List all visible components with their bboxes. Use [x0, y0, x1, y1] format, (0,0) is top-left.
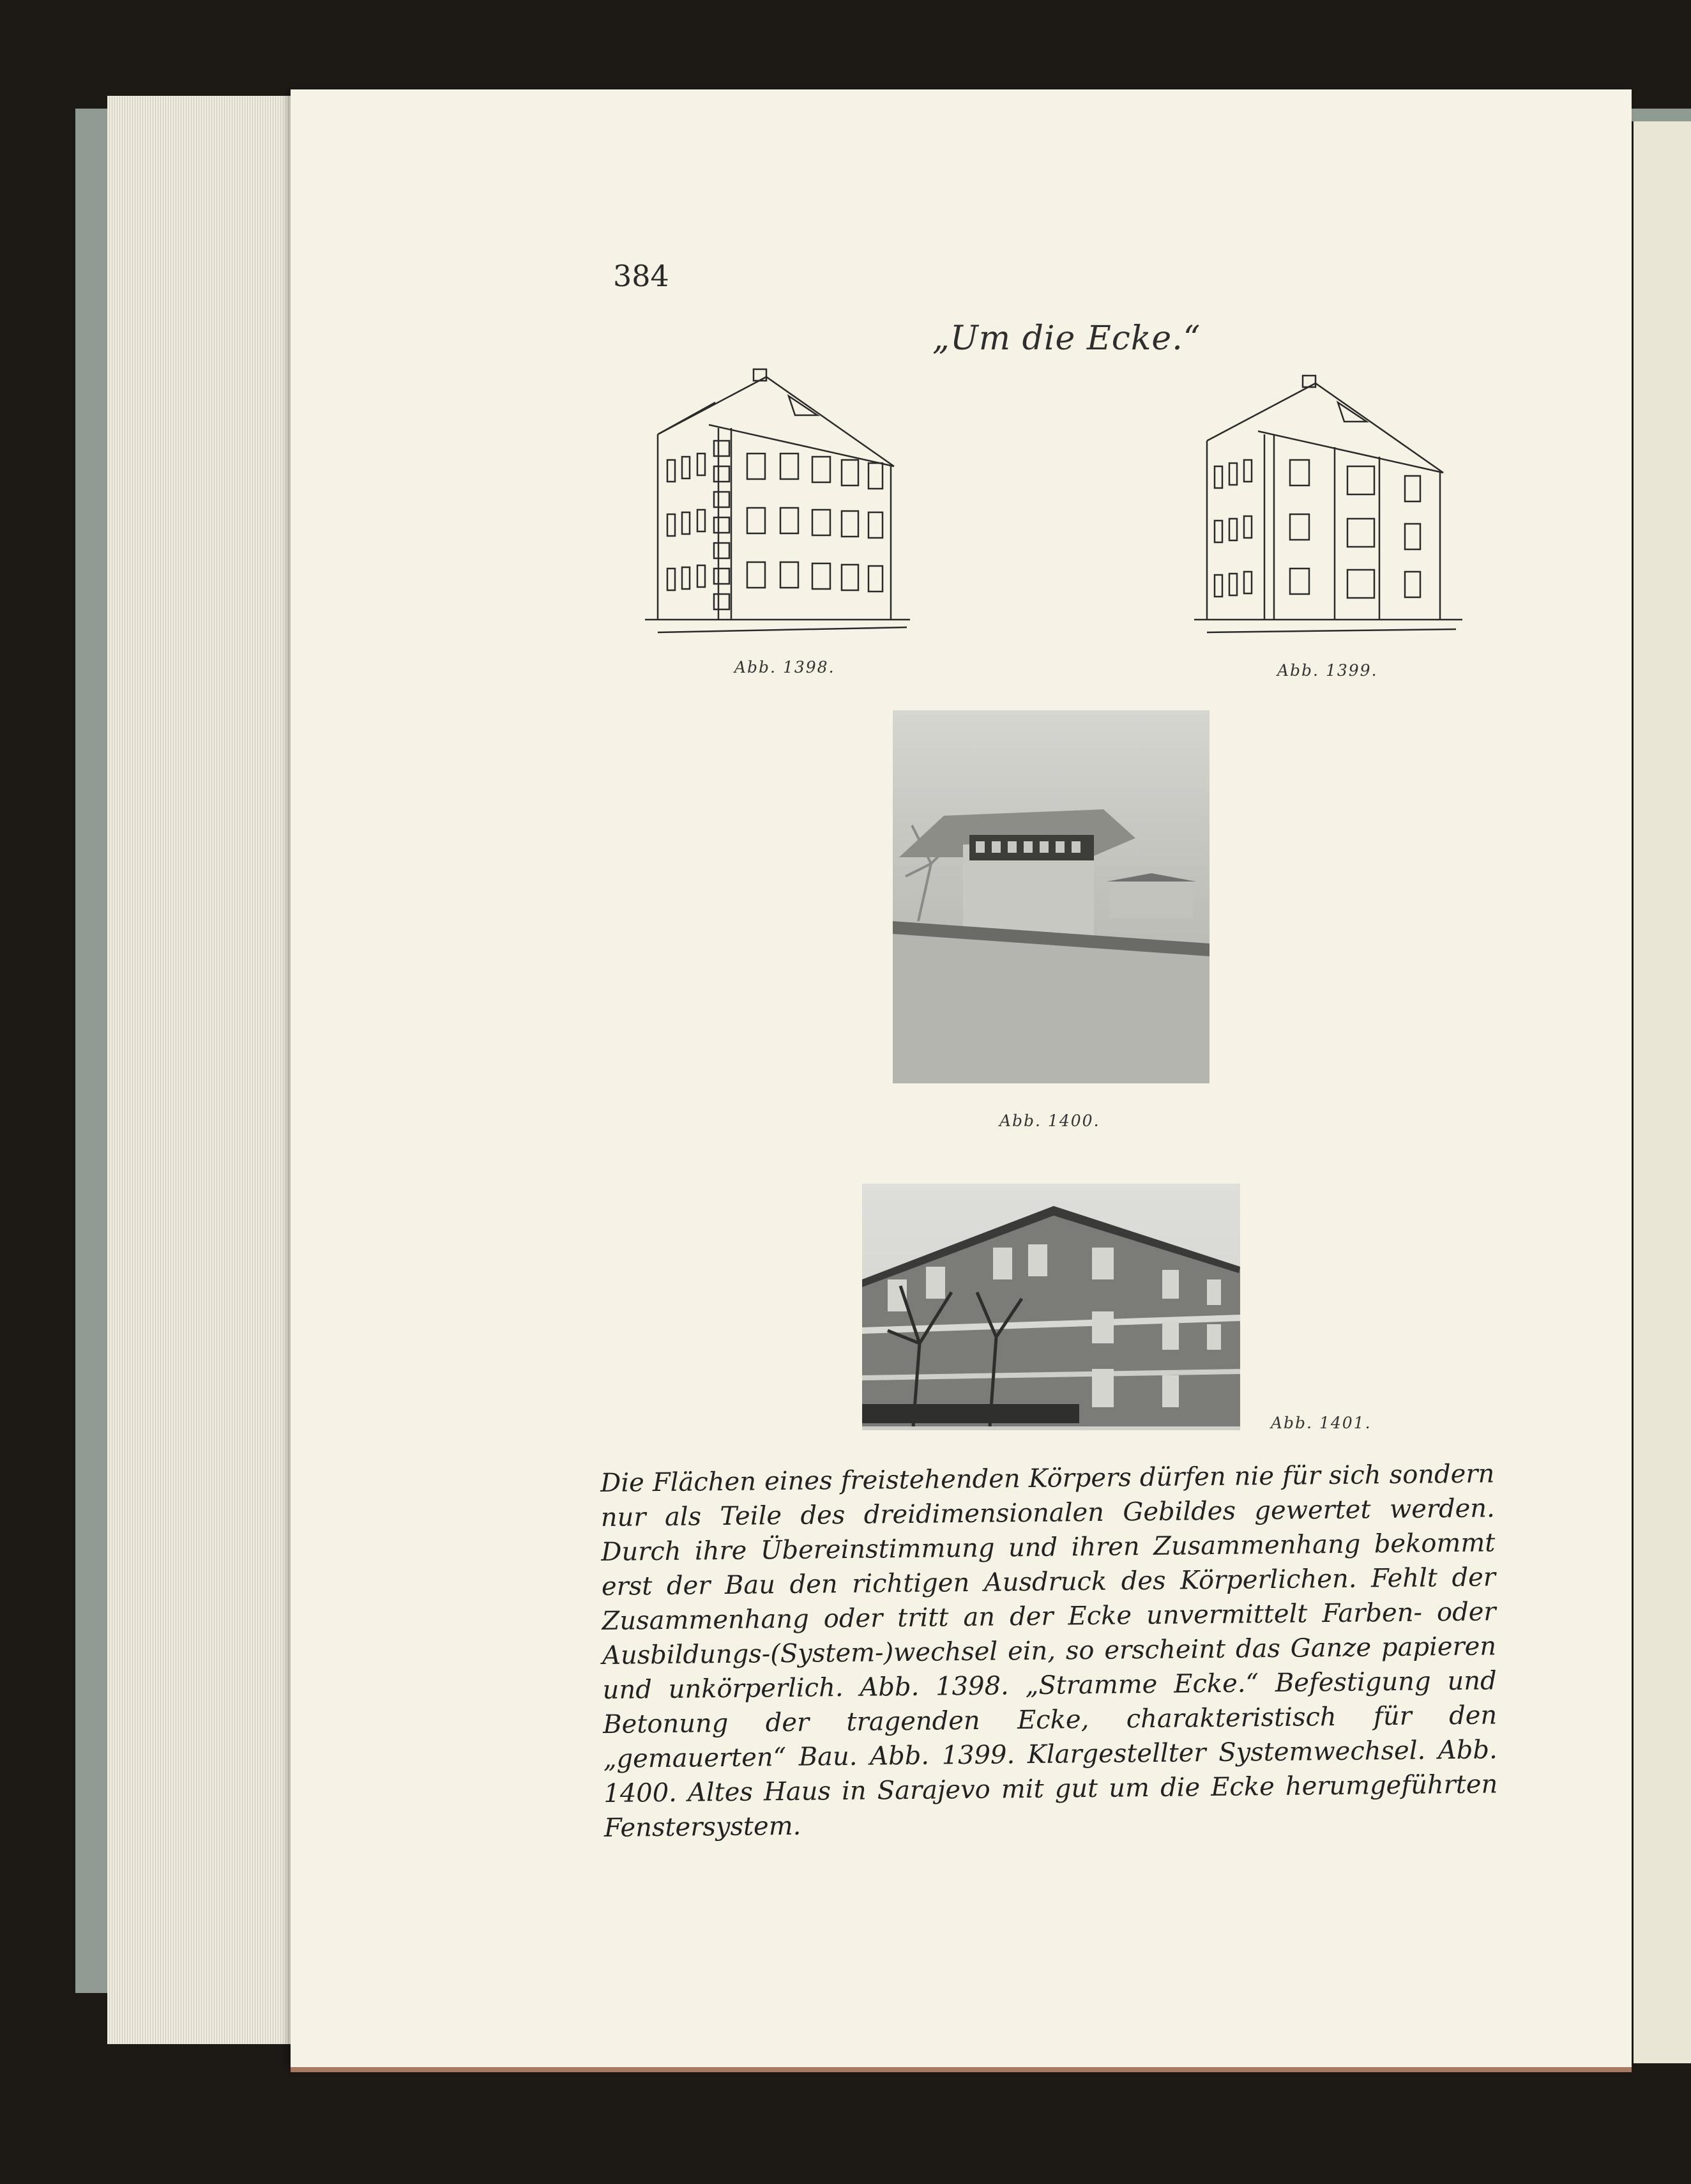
- figure-1401-caption: Abb. 1401.: [1271, 1414, 1372, 1432]
- page-number: 384: [613, 259, 669, 293]
- figure-1399-drawing: [1194, 370, 1475, 639]
- body-paragraph: Die Flächen eines freistehenden Körpers dürfen nie für sich sondern nur als Teile des dreidimensionalen Gebildes gewertet werden. Durch ihre Übereinstimmung und ihren Zusammenhang bekommt erst der Bau den richtigen Ausdruck des Körperlichen. Fehlt der Zusammenhang oder tritt an der Ecke unvermittelt Farben- oder Ausbildungs-(System-)wechsel ein, so erscheint das Ganze papieren und unkörperlich. Abb. 1398. „Stramme Ecke.“ Befestigung und Betonung der tragenden Ecke, charakteristisch für den „gemauerten“ Bau. Abb. 1399. Klargestellter Systemwechsel. Abb. 1400. Altes Haus in Sarajevo mit gut um die Ecke herumgeführten Fenstersystem.: [600, 1459, 1498, 1843]
- figure-1401-photo: [862, 1184, 1240, 1430]
- figure-1400-photo: [893, 710, 1209, 1083]
- figure-1400-caption: Abb. 1400.: [999, 1111, 1100, 1130]
- page-edge: [291, 2067, 1632, 2072]
- page-title: „Um die Ecke.“: [932, 319, 1201, 358]
- figure-1398-drawing: [639, 364, 920, 639]
- facing-page-edge: [1632, 121, 1691, 2063]
- figure-1399-caption: Abb. 1399.: [1277, 661, 1378, 680]
- page-stack: [107, 96, 300, 2044]
- figure-1398-caption: Abb. 1398.: [734, 658, 835, 676]
